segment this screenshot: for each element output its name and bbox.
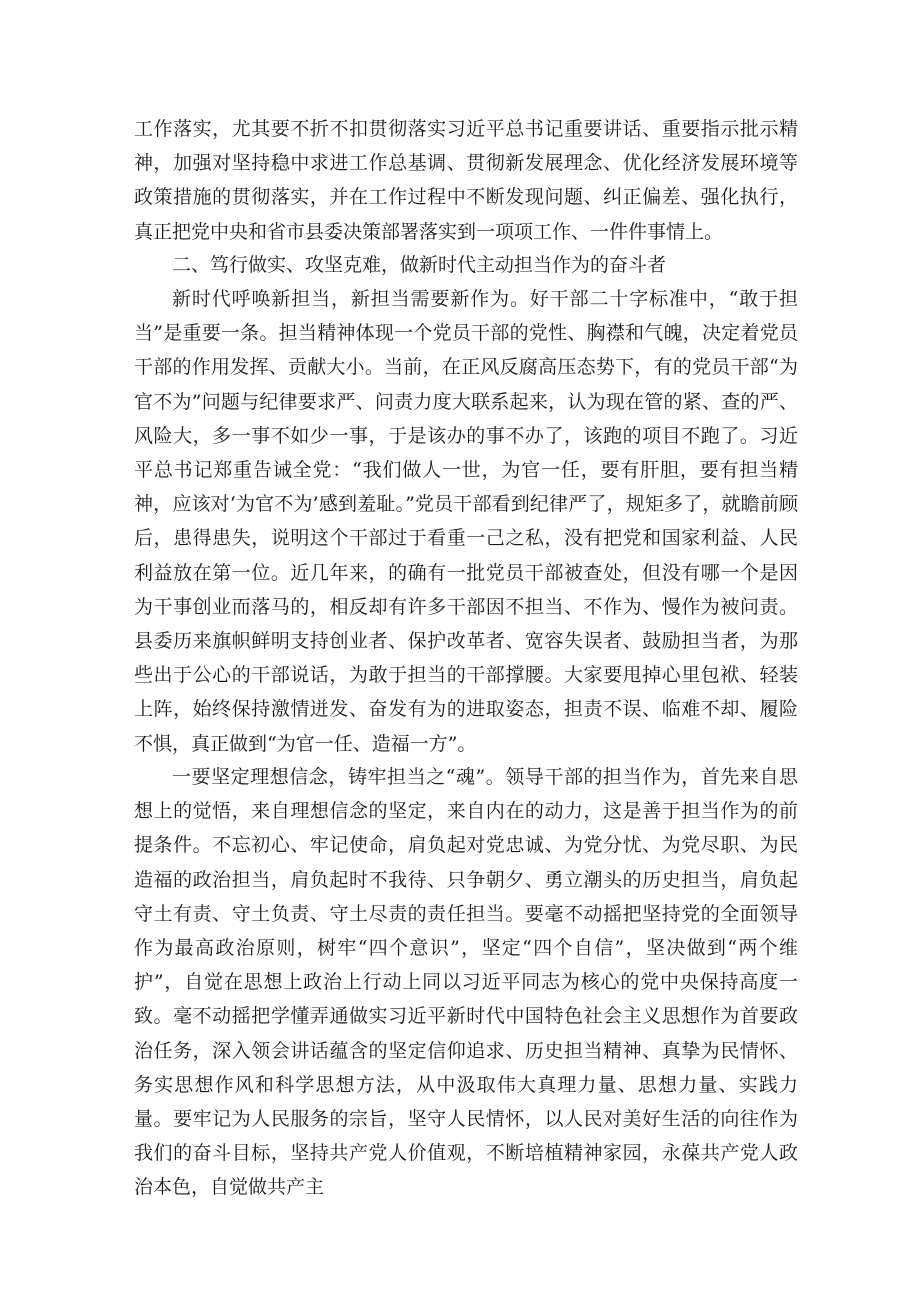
section-heading: 二、笃行做实、攻坚克难，做新时代主动担当作为的奋斗者 bbox=[172, 254, 667, 276]
paragraph-body: 一要坚定理想信念，铸牢担当之“魂”。领导干部的担当作为，首先来自思想上的觉悟，来自理想信念的坚定，来自内在的动力，这是善于担当作为的前提条件。不忘初心、牢记使命，肩负起对党忠诚、为党分忧、为党尽职、为民造福的政治担当，肩负起时不我待、只争朝夕、勇立潮头的历史担当，肩负起守土有责、守土负责、守土尽责的责任担当。要毫不动摇把坚持党的全面领导作为最高政治原则，树牢“四个意识”，坚定“四个自信”，坚决做到“两个维护”，自觉在思想上政治上行动上同以习近平同志为核心的党中央保持高度一致。毫不动摇把学懂弄通做实习近平新时代中国特色社会主义思想作为首要政治任务，深入领会讲话蕴含的坚定信仰追求、历史担当精神、真挚为民情怀、务实思想作风和科学思想方法，从中汲取伟大真理力量、思想力量、实践力量。要牢记为人民服务的宗旨，坚守人民情怀，以人民对美好生活的向往作为我们的奋斗目标，坚持共产党人价值观，不断培植精神家园，永葆共产党人政治本色，自觉做共产主 bbox=[134, 766, 798, 1199]
paragraph-continuation: 工作落实，尤其要不折不扣贯彻落实习近平总书记重要讲话、重要指示批示精神，加强对坚持稳中求进工作总基调、贯彻新发展理念、优化经济发展环境等政策措施的贯彻落实，并在工作过程中不断发现问题、纠正偏差、强化执行，真正把党中央和省市县委决策部署落实到一项项工作、一件件事情上。 bbox=[134, 118, 798, 243]
paragraph-body: 新时代呼唤新担当，新担当需要新作为。好干部二十字标准中，“敢于担当”是重要一条。担当精神体现一个党员干部的党性、胸襟和气魄，决定着党员干部的作用发挥、贡献大小。当前，在正风反腐高压态势下，有的党员干部“为官不为”问题与纪律要求严、问责力度大联系起来，认为现在管的紧、查的严、风险大，多一事不如少一事，于是该办的事不办了，该跑的项目不跑了。习近平总书记郑重告诫全党：“我们做人一世，为官一任，要有肝胆，要有担当精神，应该对‘为官不为’感到羞耻。”党员干部看到纪律严了，规矩多了，就瞻前顾后，患得患失，说明这个干部过于看重一己之私，没有把党和国家利益、人民利益放在第一位。近几年来，的确有一批党员干部被查处，但没有哪一个是因为干事创业而落马的，相反却有许多干部因不担当、不作为、慢作为被问责。县委历来旗帜鲜明支持创业者、保护改革者、宽容失误者、鼓励担当者，为那些出于公心的干部说话，为敢于担当的干部撑腰。大家要甩掉心里包袱、轻装上阵，始终保持激情迸发、奋发有为的进取姿态，担责不误、临难不却、履险不惧，真正做到“为官一任、造福一方”。 bbox=[134, 288, 798, 755]
